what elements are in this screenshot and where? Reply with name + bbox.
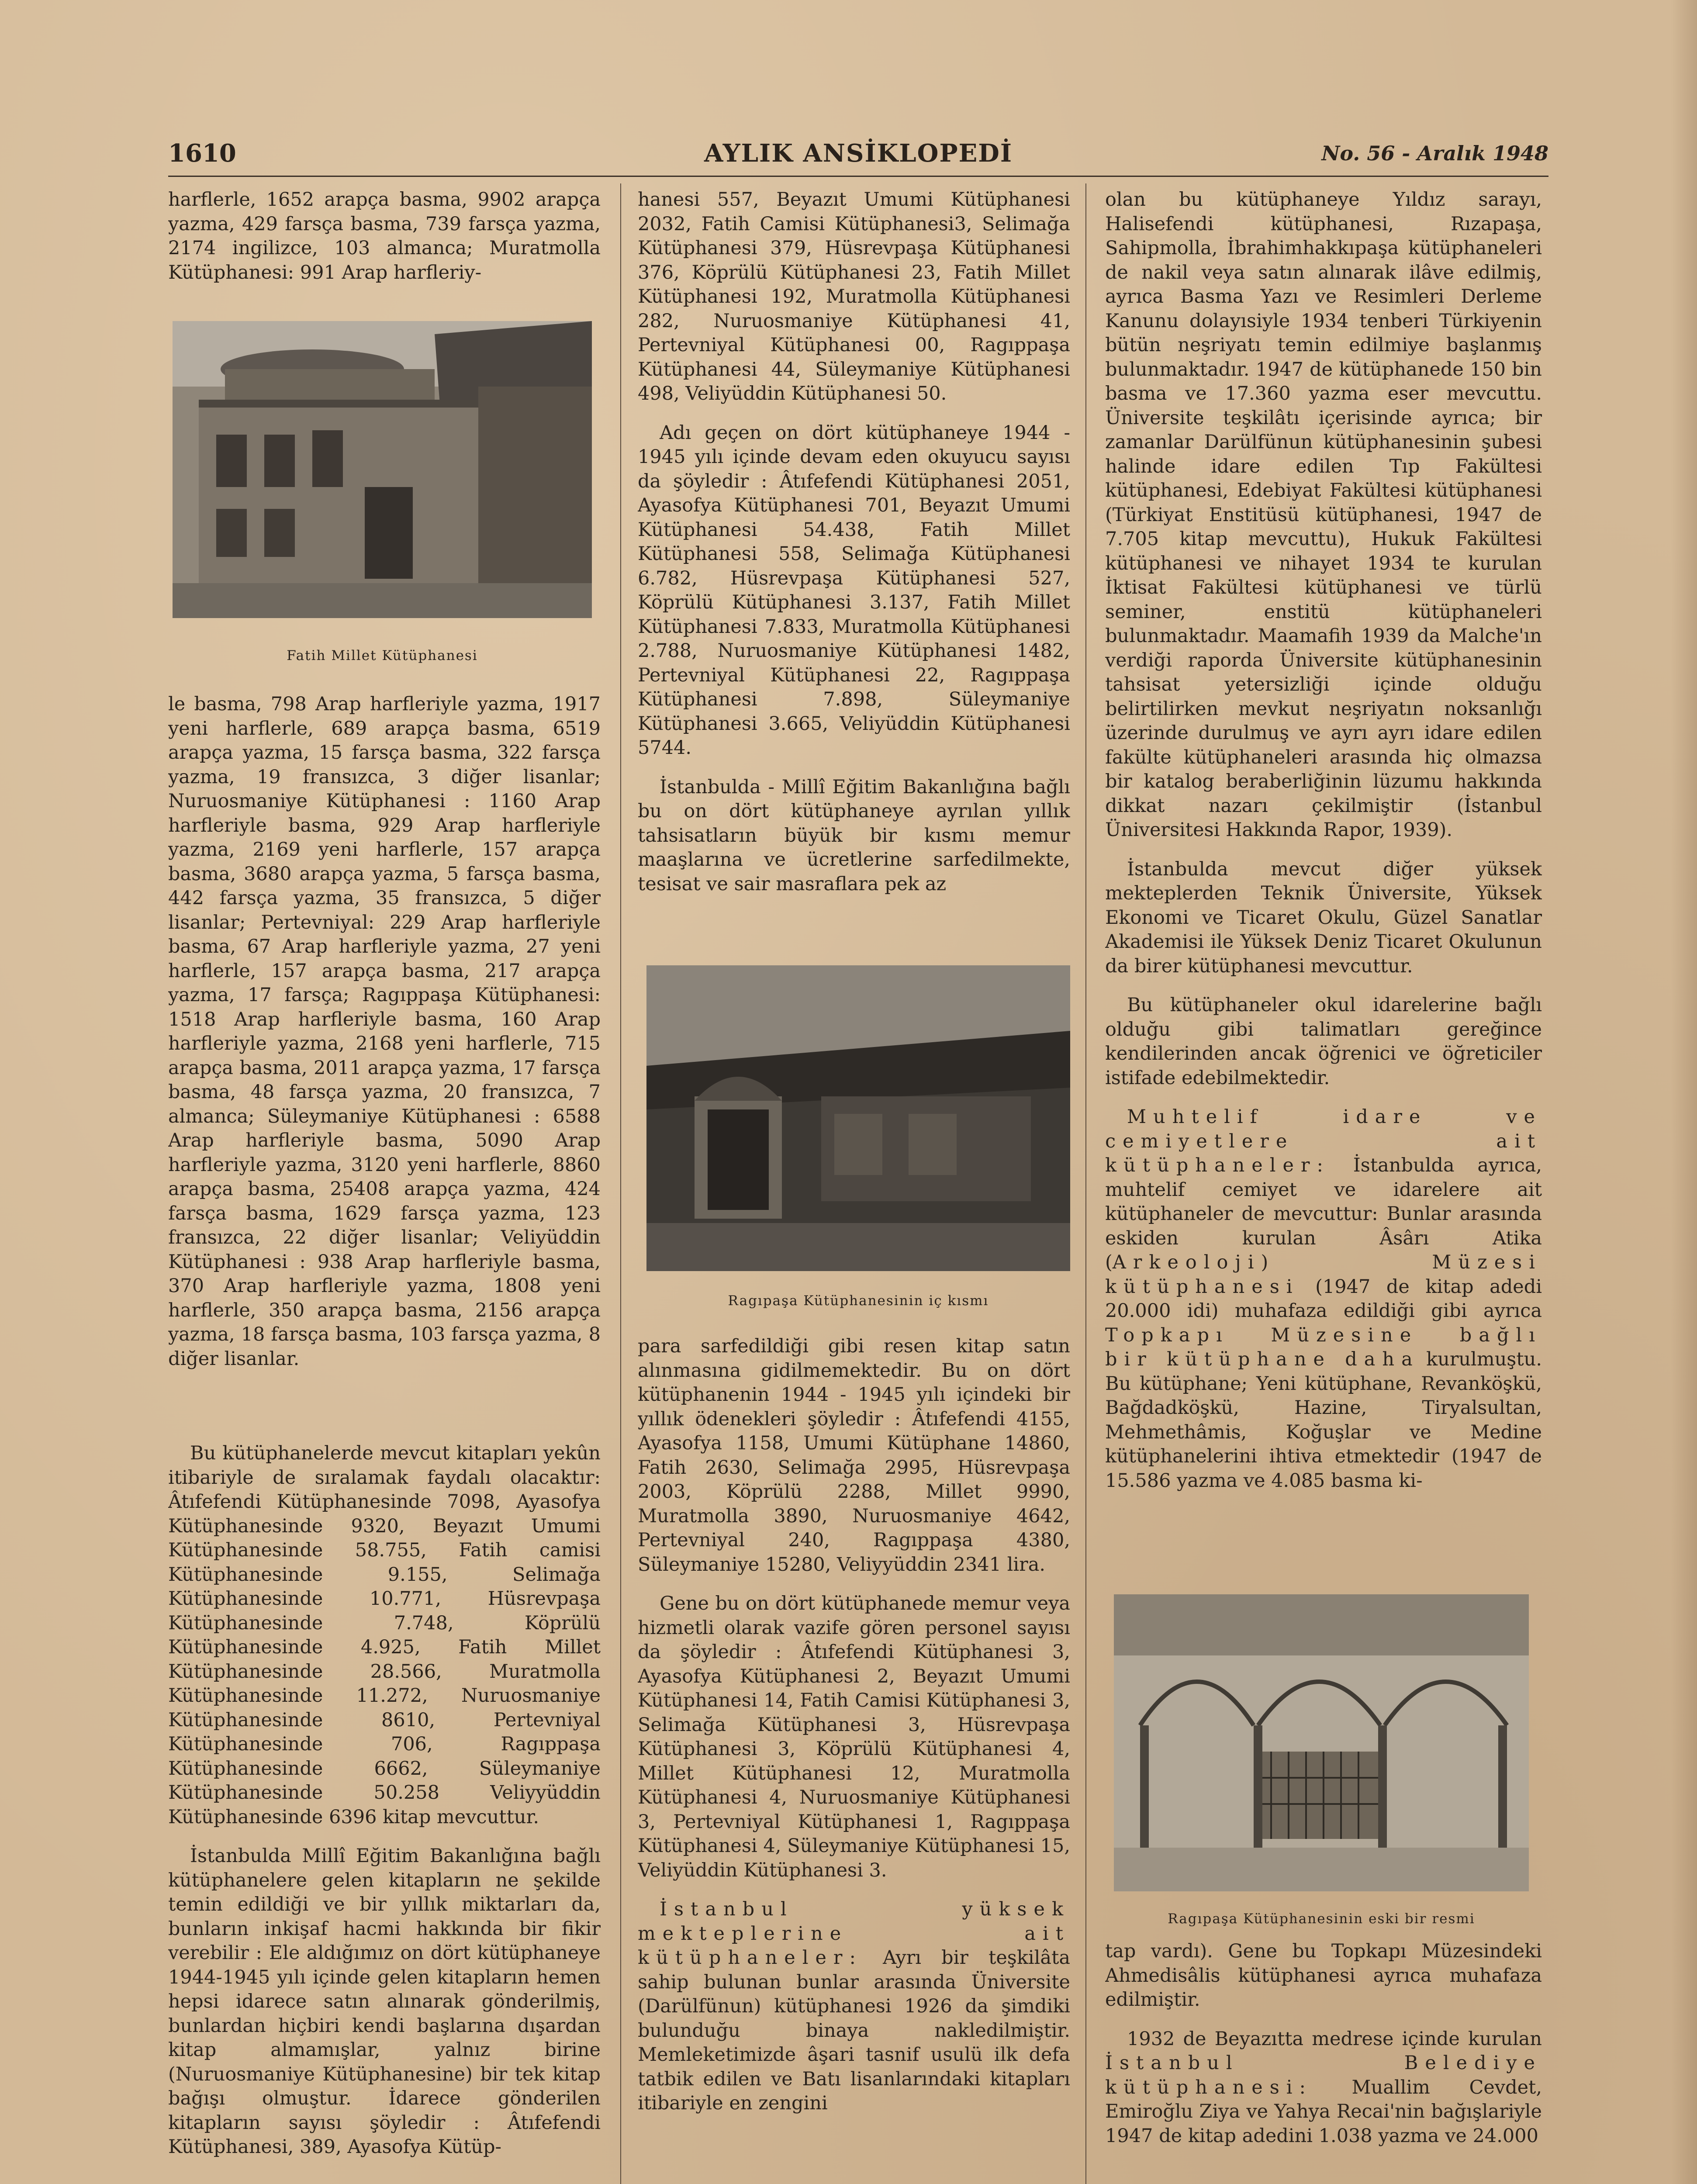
col3-paragraph-6 xyxy=(1105,2027,1542,2149)
column-2-bottom xyxy=(638,1334,1070,2184)
column-1-continued xyxy=(168,692,601,1400)
column-1-bottom xyxy=(168,1441,601,2184)
photo3-caption: Ragıpaşa Kütüphanesinin eski bir resmi xyxy=(1168,1911,1475,1927)
col3-spaced-heading-1: Muhtelif idare ve cemiyetlere ait kütüphaneler: xyxy=(1105,1106,1542,1176)
col2-paragraph-6 xyxy=(638,1897,1070,2116)
page-number: 1610 xyxy=(168,139,236,168)
col3-paragraph-2: İstanbulda mevcut diğer yüksek mekteplerden Teknik Üniversite, Yüksek Ekonomi ve Ticaret Okulu, Güzel Sanatlar Akademisi ile Yüksek Deniz Ticaret Okulunun da birer kütüphanesi mevcuttur. xyxy=(1105,858,1542,977)
photo-fatih-millet-library xyxy=(173,321,592,618)
column-3-bottom xyxy=(1105,1939,1542,2184)
issue-label: No. 56 - Aralık 1948 xyxy=(1321,142,1548,165)
col3-p4e: kurulmuştu. Bu kütüphane; Yeni kütüphane, Revanköşkü, Bağdadköşkü, Hazine, Tiryalsultan, Mehmethâmis, Koğuşlar ve Medine kütüphanelerini ihtiva etmektedir (1947 de 15.586 yazma ve 4.085 basma ki- xyxy=(1105,1348,1542,1492)
col2-paragraph-5: Gene bu on dört kütüphanede memur veya hizmetli olarak vazife gören personel sayısı da şöyledir : Âtıfefendi Kütüphanesi 3, Ayasofya Kütüphanesi 2, Beyazıt Umumi Kütüphanesi 14, Fatih Camisi Kütüphanesi 3, Selimağa Kütüphanesi 3, Hüsrevpaşa Kütüphanesi 3, Köprülü Kütüphanesi 4, Millet Kütüphanesi 12, Muratmolla Kütüphanesi 4, Nuruosmaniye Kütüphanesi 3, Pertevniyal Kütüphanesi 1, Ragıppaşa Kütüphanesi 4, Süleymaniye Kütüphanesi 15, Veliyüddin Kütüphanesi 3. xyxy=(638,1593,1070,1881)
column-2-top xyxy=(638,188,1070,948)
col3-p6a: 1932 de Beyazıtta medrese içinde kurulan xyxy=(1127,2028,1542,2050)
col3-paragraph-5: tap vardı). Gene bu Topkapı Müzesindeki Ahmedisâlis kütüphanesi ayrıca muhafaza edilmiştir. xyxy=(1105,1940,1542,2011)
col3-spaced-heading-3: Topkapı Müzesine bağlı bir kütüphane daha xyxy=(1105,1324,1542,1370)
col3-p4a: İstanbulda ayrıca, muhtelif cemiyet ve idarelere ait kütüphaneler de mevcuttur: Bunlar arasında eskiden kurulan Âsârı Atika ( xyxy=(1105,1154,1542,1273)
col3-paragraph-4 xyxy=(1105,1105,1542,1493)
photo2-caption: Ragıpaşa Kütüphanesinin iç kısmı xyxy=(728,1293,989,1309)
header-rule xyxy=(168,176,1548,177)
page-header xyxy=(168,139,1548,178)
col3-p6c: Muallim Cevdet, Emiroğlu Ziya ve Yahya Recai'nin bağışlariyle 1947 de kitap adedini 1.038 yazma ve 24.000 xyxy=(1105,2076,1542,2147)
col3-spaced-heading-4: İstanbul Belediye kütüphanesi: xyxy=(1105,2052,1542,2098)
col2-paragraph-1: hanesi 557, Beyazıt Umumi Kütüphanesi 2032, Fatih Camisi Kütüphanesi3, Selimağa Kütüphanesi 379, Hüsrevpaşa Kütüphanesi 376, Köprülü Kütüphanesi 23, Fatih Millet Kütüphanesi 192, Muratmolla Kütüphanesi 282, Nuruosmaniye Kütüphanesi 41, Pertevniyal Kütüphanesi 00, Ragıppaşa Kütüphanesi 44, Süleymaniye Kütüphanesi 498, Veliyüddin Kütüphanesi 50. xyxy=(638,189,1070,404)
col2-paragraph-4: para sarfedildiği gibi resen kitap satın alınmasına gidilmemektedir. Bu on dört kütüphanenin 1944 - 1945 yılı içindeki bir yıllık ödenekleri şöyledir : Âtıfefendi 4155, Ayasofya 1158, Umumi Kütüphane 14860, Fatih 2630, Selimağa 2995, Hüsrevpaşa 2003, Köprülü 2288, Millet 9990, Muratmolla 3890, Nuruosmaniye 4642, Pertevniyal 240, Ragıppaşa 4380, Süleymaniye 15280, Veliyyüddin 2341 lira. xyxy=(638,1335,1070,1576)
column-divider-2 xyxy=(1085,183,1086,2184)
photo1-caption: Fatih Millet Kütüphanesi xyxy=(287,648,478,663)
col3-spaced-heading-2: Arkeoloji) Müzesi kütüphanesi xyxy=(1105,1251,1542,1298)
col3-paragraph-3: Bu kütüphaneler okul idarelerine bağlı olduğu gibi talimatları gereğince kendilerinden ancak öğrenici ve öğreticiler istifade edebilmektedir. xyxy=(1105,994,1542,1089)
col3-paragraph-1: olan bu kütüphaneye Yıldız sarayı, Halisefendi kütüphanesi, Rızapaşa, Sahipmolla, İbrahimhakkıpaşa kütüphaneleri de nakil veya satın alınarak ilâve edilmiş, ayrıca Basma Yazı ve Resimleri Derleme Kanunu dolayısiyle 1934 tenberi Türkiyenin bütün neşriyatı temin edilmiye başlanmış bulunmaktadır. 1947 de kütüphanede 150 bin basma ve 17.360 yazma eser mevcuttu. Üniversite teşkilâtı içerisinde ayrıca; bir zamanlar Darülfünun kütüphanesinin şubesi halinde idare edilen Tıp Fakültesi kütüphanesi, Edebiyat Fakültesi kütüphanesi (Türkiyat Enstitüsü kütüphanesi, 1947 de 7.705 kitap mevcuttu), Hukuk Fakültesi kütüphanesi ve nihayet 1934 te kurulan İktisat Fakültesi kütüphanesi ve türlü seminer, enstitü kütüphaneleri bulunmaktadır. Maamafih 1939 da Malche'ın verdiği raporda Üniversite kütüphanesinin tahsisat yetersizliği içinde olduğu belirtilirken mevkut neşriyatın noksanlığı üzerinde durulmuş ve ayrı ayrı idare edilen fakülte kütüphaneleri arasında hiç olmazsa bir katalog beraberliğinin lüzumu hakkında dikkat nazarı çekilmiştir (İstanbul Üniversitesi Hakkında Rapor, 1939). xyxy=(1105,189,1542,841)
col2-paragraph-2: Adı geçen on dört kütüphaneye 1944 - 1945 yılı içinde devam eden okuyucu sayısı da şöyledir : Âtıfefendi Kütüphanesi 2051, Ayasofya Kütüphanesi 701, Beyazıt Umumi Kütüphanesi 54.438, Fatih Millet Kütüphanesi 558, Selimağa Kütüphanesi 6.782, Hüsrevpaşa Kütüphanesi 527, Köprülü Kütüphanesi 3.137, Fatih Millet Kütüphanesi 7.833, Muratmolla Kütüphanesi 2.788, Nuruosmaniye Kütüphanesi 1482, Pertevniyal Kütüphanesi 22, Ragıppaşa Kütüphanesi 7.898, Süleymaniye Kütüphanesi 3.665, Veliyüddin Kütüphanesi 5744. xyxy=(638,422,1070,759)
photo-ragippasa-interior xyxy=(646,965,1070,1271)
col1-paragraph-1a: harflerle, 1652 arapça basma, 9902 arapça yazma, 429 farsça basma, 739 farsça yazma, 2174 ingilizce, 103 almanca; Muratmolla Kütüphanesi: 991 Arap harfleriy- xyxy=(168,189,601,283)
engraving-ragippasa-old xyxy=(1114,1594,1529,1891)
journal-title: AYLIK ANSİKLOPEDİ xyxy=(704,139,1013,168)
col2-paragraph-6-text: Ayrı bir teşkilâta sahip bulunan bunlar arasında Üniversite (Darülfünun) kütüphanesi 1926 da şimdiki bulunduğu binaya nakledilmiştir. Memleketimizde âşari tasnif usulü ilk defa tatbik edilen ve Batı lisanlarındaki kitapları itibariyle en zengini xyxy=(638,1947,1070,2114)
col1-paragraph-3: İstanbulda Millî Eğitim Bakanlığına bağlı kütüphanelere gelen kitapların ne şekilde temin edildiği ve bir yıllık miktarları da, bunların inkişaf hacmi hakkında bir fikir verebilir : Ele aldığımız on dört kütüphaneye 1944-1945 yılı içinde gelen kitapların hemen hepsi idarece satın alınarak gönderilmiş, bunlardan hiçbiri kendi başlarına dışardan kitap almamışlar, yalnız birine (Nuruosmaniye Kütüphanesine) bir tek kitap bağışı olmuştur. İdarece gönderilen kitapların sayısı şöyledir : Âtıfefendi Kütüphanesi, 389, Ayasofya Kütüp- xyxy=(168,1845,601,2158)
col2-spaced-heading: İstanbul yüksek mekteplerine ait kütüphaneler: xyxy=(638,1898,1070,1969)
col3-p4c: (1947 de kitap adedi 20.000 idi) muhafaza edildiği gibi ayrıca xyxy=(1105,1275,1542,1322)
column-divider-1 xyxy=(620,183,621,2184)
column-3-top xyxy=(1105,188,1542,1579)
col1-paragraph-2: Bu kütüphanelerde mevcut kitapları yekûn itibariyle de sıralamak faydalı olacaktır: Âtıfefendi Kütüphanesinde 7098, Ayasofya Kütüphanesinde 9320, Beyazıt Umumi Kütüphanesinde 58.755, Fatih camisi Kütüphanesinde 9.155, Selimağa Kütüphanesinde 10.771, Hüsrevpaşa Kütüphanesinde 7.748, Köprülü Kütüphanesinde 4.925, Fatih Millet Kütüphanesinde 28.566, Muratmolla Kütüphanesinde 11.272, Nuruosmaniye Kütüphanesinde 8610, Pertevniyal Kütüphanesinde 706, Ragıppaşa Kütüphanesinde 6662, Süleymaniye Kütüphanesinde 50.258 Veliyyüddin Kütüphanesinde 6396 kitap mevcuttur. xyxy=(168,1442,601,1828)
paper-edge-shadow xyxy=(1671,0,1697,2184)
col2-paragraph-3: İstanbulda - Millî Eğitim Bakanlığına bağlı bu on dört kütüphaneye ayrılan yıllık tahsisatların büyük bir kısmı memur maaşlarına ve ücretlerine sarfedilmekte, tesisat ve sair masraflara pek az xyxy=(638,776,1070,895)
column-1-top xyxy=(168,188,601,304)
col1-paragraph-1b: le basma, 798 Arap harfleriyle yazma, 1917 yeni harflerle, 689 arapça basma, 6519 arapça yazma, 15 farsça basma, 322 farsça yazma, 19 fransızca, 3 diğer lisanlar; Nuruosmaniye Kütüphanesi : 1160 Arap harfleriyle basma, 929 Arap harfleriyle yazma, 2169 yeni harflerle, 157 arapça basma, 3680 arapça yazma, 5 farsça basma, 442 farsça yazma, 35 fransızca, 5 diğer lisanlar; Pertevniyal: 229 Arap harfleriyle basma, 67 Arap harfleriyle yazma, 27 yeni harflerle, 157 arapça basma, 217 arapça yazma, 17 farsça; Ragıppaşa Kütüphanesi: 1518 Arap harfleriyle basma, 160 Arap harfleriyle yazma, 2168 yeni harflerle, 715 arapça basma, 2011 arapça yazma, 17 farsça basma, 48 farsça yazma, 20 fransızca, 7 almanca; Süleymaniye Kütüphanesi : 6588 Arap harfleriyle basma, 5090 Arap harfleriyle yazma, 3120 yeni harflerle, 8860 arapça basma, 25408 arapça yazma, 424 farsça basma, 1629 farsça yazma, 123 fransızca, 22 diğer lisanlar; Veliyüddin Kütüphanesi : 938 Arap harfleriyle basma, 370 Arap harfleriyle yazma, 1808 yeni harflerle, 350 arapça basma, 2156 arapça yazma, 18 farsça basma, 103 farsça yazma, 8 diğer lisanlar. xyxy=(168,693,601,1370)
